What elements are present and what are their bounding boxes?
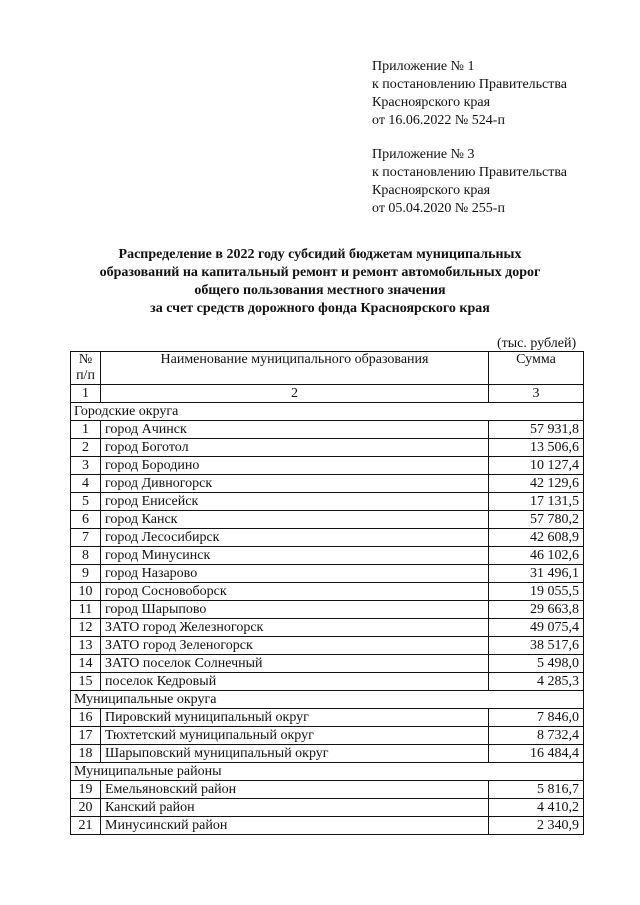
table-row bbox=[71, 799, 584, 817]
row-number: 9 bbox=[71, 565, 101, 583]
row-sum: 38 517,6 bbox=[489, 637, 584, 655]
header-name: Наименование муниципального образования bbox=[101, 352, 489, 385]
row-name: Шарыповский муниципальный округ bbox=[101, 745, 489, 763]
row-number: 21 bbox=[71, 817, 101, 835]
row-sum: 8 732,4 bbox=[489, 727, 584, 745]
table-row bbox=[71, 511, 584, 529]
header-number: № п/п bbox=[71, 352, 101, 385]
row-name: город Шарыпово bbox=[101, 601, 489, 619]
title-line: общего пользования местного значения bbox=[194, 283, 446, 298]
table-row bbox=[71, 781, 584, 799]
table-row bbox=[71, 727, 584, 745]
row-sum: 46 102,6 bbox=[489, 547, 584, 565]
row-sum: 17 131,5 bbox=[489, 493, 584, 511]
table-row bbox=[71, 619, 584, 637]
row-number: 20 bbox=[71, 799, 101, 817]
section-row bbox=[71, 691, 584, 709]
row-sum: 4 410,2 bbox=[489, 799, 584, 817]
table-row bbox=[71, 475, 584, 493]
row-number: 13 bbox=[71, 637, 101, 655]
row-name: Пировский муниципальный округ bbox=[101, 709, 489, 727]
row-sum: 16 484,4 bbox=[489, 745, 584, 763]
row-sum: 42 129,6 bbox=[489, 475, 584, 493]
section-row bbox=[71, 403, 584, 421]
table-row bbox=[71, 709, 584, 727]
row-name: ЗАТО поселок Солнечный bbox=[101, 655, 489, 673]
appendix-3-line: Красноярского края bbox=[372, 183, 491, 198]
row-number: 16 bbox=[71, 709, 101, 727]
row-sum: 29 663,8 bbox=[489, 601, 584, 619]
row-number: 18 bbox=[71, 745, 101, 763]
row-number: 15 bbox=[71, 673, 101, 691]
appendix-3-note bbox=[372, 146, 567, 218]
row-name: город Енисейск bbox=[101, 493, 489, 511]
table-row bbox=[71, 565, 584, 583]
table-row bbox=[71, 817, 584, 835]
row-name: Емельяновский район bbox=[101, 781, 489, 799]
table-row bbox=[71, 655, 584, 673]
table-header-row bbox=[71, 352, 584, 385]
appendix-1-line: от 16.06.2022 № 524-п bbox=[372, 113, 505, 128]
row-name: город Лесосибирск bbox=[101, 529, 489, 547]
table-row bbox=[71, 673, 584, 691]
table-row bbox=[71, 421, 584, 439]
row-name: город Минусинск bbox=[101, 547, 489, 565]
row-name: город Дивногорск bbox=[101, 475, 489, 493]
appendix-1-line: Красноярского края bbox=[372, 95, 491, 110]
row-number: 4 bbox=[71, 475, 101, 493]
row-number: 3 bbox=[71, 457, 101, 475]
table-row bbox=[71, 457, 584, 475]
table-row bbox=[71, 529, 584, 547]
row-sum: 57 780,2 bbox=[489, 511, 584, 529]
row-name: Минусинский район bbox=[101, 817, 489, 835]
table-row bbox=[71, 493, 584, 511]
column-index-cell: 1 bbox=[71, 385, 101, 403]
appendix-3-line: от 05.04.2020 № 255-п bbox=[372, 201, 505, 216]
row-sum: 5 498,0 bbox=[489, 655, 584, 673]
column-index-cell: 2 bbox=[101, 385, 489, 403]
row-sum: 13 506,6 bbox=[489, 439, 584, 457]
row-number: 5 bbox=[71, 493, 101, 511]
row-sum: 5 816,7 bbox=[489, 781, 584, 799]
table-row bbox=[71, 583, 584, 601]
appendix-3-line: Приложение № 3 bbox=[372, 147, 475, 162]
units-label: (тыс. рублей) bbox=[497, 336, 577, 351]
row-number: 6 bbox=[71, 511, 101, 529]
row-name: ЗАТО город Железногорск bbox=[101, 619, 489, 637]
row-name: город Канск bbox=[101, 511, 489, 529]
appendix-1-line: к постановлению Правительства bbox=[372, 77, 568, 92]
row-name: Канский район bbox=[101, 799, 489, 817]
row-number: 1 bbox=[71, 421, 101, 439]
table-row bbox=[71, 439, 584, 457]
table-row bbox=[71, 601, 584, 619]
header-sum: Сумма bbox=[489, 352, 584, 385]
column-index-row bbox=[71, 385, 584, 403]
row-number: 14 bbox=[71, 655, 101, 673]
row-sum: 2 340,9 bbox=[489, 817, 584, 835]
appendix-1-note bbox=[372, 58, 567, 130]
row-sum: 49 075,4 bbox=[489, 619, 584, 637]
row-number: 8 bbox=[71, 547, 101, 565]
row-sum: 10 127,4 bbox=[489, 457, 584, 475]
row-name: ЗАТО город Зеленогорск bbox=[101, 637, 489, 655]
table-row bbox=[71, 547, 584, 565]
document-title bbox=[60, 246, 580, 318]
subsidy-table bbox=[70, 351, 584, 835]
row-sum: 19 055,5 bbox=[489, 583, 584, 601]
row-number: 2 bbox=[71, 439, 101, 457]
row-number: 19 bbox=[71, 781, 101, 799]
row-name: город Ачинск bbox=[101, 421, 489, 439]
row-number: 11 bbox=[71, 601, 101, 619]
section-title: Муниципальные округа bbox=[71, 691, 584, 709]
row-sum: 4 285,3 bbox=[489, 673, 584, 691]
row-name: город Боготол bbox=[101, 439, 489, 457]
row-name: город Бородино bbox=[101, 457, 489, 475]
appendix-3-line: к постановлению Правительства bbox=[372, 165, 568, 180]
table-row bbox=[71, 637, 584, 655]
row-sum: 7 846,0 bbox=[489, 709, 584, 727]
row-name: город Сосновоборск bbox=[101, 583, 489, 601]
title-line: Распределение в 2022 году субсидий бюджетам муниципальных bbox=[118, 247, 522, 262]
section-title: Городские округа bbox=[71, 403, 584, 421]
section-row bbox=[71, 763, 584, 781]
row-number: 10 bbox=[71, 583, 101, 601]
row-sum: 42 608,9 bbox=[489, 529, 584, 547]
row-number: 12 bbox=[71, 619, 101, 637]
column-index-cell: 3 bbox=[489, 385, 584, 403]
row-name: Тюхтетский муниципальный округ bbox=[101, 727, 489, 745]
section-title: Муниципальные районы bbox=[71, 763, 584, 781]
table-row bbox=[71, 745, 584, 763]
row-sum: 57 931,8 bbox=[489, 421, 584, 439]
row-sum: 31 496,1 bbox=[489, 565, 584, 583]
title-line: за счет средств дорожного фонда Красноярского края bbox=[150, 301, 490, 316]
appendix-1-line: Приложение № 1 bbox=[372, 59, 475, 74]
row-name: поселок Кедровый bbox=[101, 673, 489, 691]
row-number: 17 bbox=[71, 727, 101, 745]
row-number: 7 bbox=[71, 529, 101, 547]
title-line: образований на капитальный ремонт и ремонт автомобильных дорог bbox=[99, 265, 541, 280]
row-name: город Назарово bbox=[101, 565, 489, 583]
